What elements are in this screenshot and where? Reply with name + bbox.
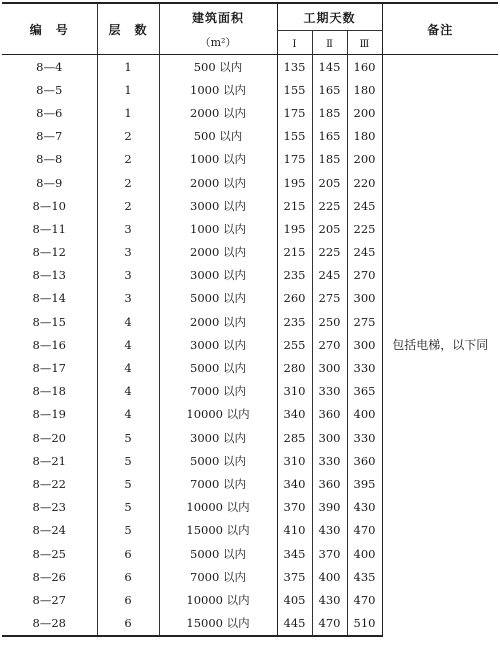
cell-floors: 5	[97, 472, 159, 495]
table-body	[2, 55, 498, 636]
header-area	[159, 3, 277, 31]
cell-floors: 1	[97, 78, 159, 101]
cell-id: 8—24	[2, 519, 97, 542]
cell-days-3: 470	[347, 519, 382, 542]
cell-id: 8—7	[2, 125, 97, 148]
cell-days-3: 225	[347, 217, 382, 240]
cell-days-2: 430	[312, 519, 347, 542]
cell-days-3: 395	[347, 472, 382, 495]
cell-id: 8—20	[2, 426, 97, 449]
cell-days-3: 180	[347, 125, 382, 148]
cell-days-1: 235	[283, 268, 306, 283]
cell-days-3: 275	[347, 310, 382, 333]
cell-days-2: 275	[312, 287, 347, 310]
cell-floors: 5	[97, 496, 159, 519]
cell-floors: 3	[97, 287, 159, 310]
cell-days-1: 310	[283, 384, 306, 399]
cell-days-1: 155	[283, 82, 306, 97]
cell-days-3: 330	[347, 426, 382, 449]
cell-days-1: 195	[283, 221, 306, 236]
cell-days-3: 220	[347, 171, 382, 194]
cell-id: 8—4	[2, 55, 97, 79]
cell-area: 500 以内	[159, 125, 277, 148]
header-area-unit	[159, 31, 277, 55]
cell-days-3: 245	[347, 241, 382, 264]
cell-days-3: 435	[347, 565, 382, 588]
cell-id: 8—5	[2, 78, 97, 101]
cell-days-1: 260	[283, 291, 306, 306]
cell-days-1: 280	[283, 361, 306, 376]
cell-days-1: 175	[283, 152, 306, 167]
cell-floors: 4	[97, 310, 159, 333]
cell-floors: 5	[97, 449, 159, 472]
cell-days-1: 310	[283, 453, 306, 468]
cell-area: 3000 以内	[159, 194, 277, 217]
header-note: 备注	[382, 3, 498, 55]
cell-days-2: 225	[312, 194, 347, 217]
cell-floors: 5	[97, 519, 159, 542]
cell-days-2: 225	[312, 241, 347, 264]
cell-area: 2000 以内	[159, 101, 277, 124]
cell-floors: 2	[97, 125, 159, 148]
cell-days-1: 445	[277, 612, 312, 636]
cell-days-3: 160	[347, 55, 382, 79]
cell-area: 5000 以内	[159, 356, 277, 379]
cell-days-2: 300	[312, 426, 347, 449]
cell-days-3: 400	[347, 403, 382, 426]
cell-days-2: 400	[312, 565, 347, 588]
cell-floors: 6	[97, 612, 159, 636]
header-days-1	[277, 31, 312, 55]
cell-days-2: 470	[312, 612, 347, 636]
cell-days-2: 360	[312, 403, 347, 426]
cell-days-3: 300	[347, 287, 382, 310]
cell-id: 8—22	[2, 472, 97, 495]
cell-floors: 6	[97, 565, 159, 588]
cell-floors: 1	[97, 101, 159, 124]
cell-area: 7000 以内	[159, 472, 277, 495]
cell-days-1: 195	[283, 175, 306, 190]
header-days: 工期天数	[277, 3, 382, 31]
cell-days-1: 375	[283, 569, 306, 584]
cell-floors: 1	[97, 55, 159, 79]
cell-days-1: 405	[283, 592, 306, 607]
cell-floors: 2	[97, 148, 159, 171]
cell-days-2: 185	[312, 148, 347, 171]
cell-area: 10000 以内	[159, 588, 277, 611]
cell-days-1: 155	[283, 129, 306, 144]
cell-days-1: 340	[283, 476, 306, 491]
cell-days-1: 370	[283, 500, 306, 515]
cell-days-3: 200	[347, 148, 382, 171]
cell-id: 8—18	[2, 380, 97, 403]
cell-id: 8—8	[2, 148, 97, 171]
cell-floors: 3	[97, 264, 159, 287]
cell-days-3: 400	[347, 542, 382, 565]
cell-area: 10000 以内	[159, 496, 277, 519]
cell-days-2: 330	[312, 449, 347, 472]
cell-days-3: 430	[347, 496, 382, 519]
cell-days-3: 200	[347, 101, 382, 124]
cell-id: 8—6	[2, 101, 97, 124]
cell-id: 8—15	[2, 310, 97, 333]
cell-days-2: 300	[312, 356, 347, 379]
cell-floors: 5	[97, 426, 159, 449]
area-unit-label: （m²）	[199, 36, 237, 50]
cell-floors: 6	[97, 588, 159, 611]
cell-days-3: 300	[347, 333, 382, 356]
cell-days-1: 235	[283, 314, 306, 329]
cell-days-1: 410	[283, 523, 306, 538]
cell-id: 8—10	[2, 194, 97, 217]
cell-id: 8—13	[2, 264, 97, 287]
cell-area: 7000 以内	[159, 380, 277, 403]
cell-days-2: 360	[312, 472, 347, 495]
cell-days-2: 205	[312, 217, 347, 240]
cell-days-2: 165	[312, 78, 347, 101]
cell-days-3: 510	[347, 612, 382, 636]
cell-note: 包括电梯，以下同	[382, 55, 498, 636]
cell-area: 500 以内	[159, 55, 277, 79]
cell-days-3: 330	[347, 356, 382, 379]
days-3-label: Ⅲ	[359, 38, 370, 50]
cell-id: 8—19	[2, 403, 97, 426]
cell-days-2: 330	[312, 380, 347, 403]
cell-days-2: 250	[312, 310, 347, 333]
table-row	[2, 55, 498, 79]
cell-id: 8—23	[2, 496, 97, 519]
cell-id: 8—26	[2, 565, 97, 588]
cell-floors: 4	[97, 403, 159, 426]
cell-days-3: 270	[347, 264, 382, 287]
cell-days-2: 145	[312, 55, 347, 79]
cell-days-3: 365	[347, 380, 382, 403]
cell-id: 8—28	[2, 612, 97, 636]
cell-floors: 4	[97, 356, 159, 379]
header-days-2	[312, 31, 347, 55]
cell-id: 8—9	[2, 171, 97, 194]
cell-area: 5000 以内	[159, 449, 277, 472]
header-id: 编 号	[2, 3, 97, 55]
cell-id: 8—11	[2, 217, 97, 240]
days-1-label: Ⅰ	[292, 38, 297, 50]
cell-id: 8—17	[2, 356, 97, 379]
cell-area: 5000 以内	[159, 542, 277, 565]
cell-days-1: 255	[283, 337, 306, 352]
cell-area: 1000 以内	[159, 148, 277, 171]
cell-area: 15000 以内	[159, 612, 277, 636]
cell-id: 8—14	[2, 287, 97, 310]
days-2-label: Ⅱ	[326, 38, 333, 50]
cell-id: 8—12	[2, 241, 97, 264]
cell-area: 3000 以内	[159, 426, 277, 449]
cell-days-1: 175	[283, 105, 306, 120]
cell-area: 2000 以内	[159, 171, 277, 194]
cell-days-1: 345	[283, 546, 306, 561]
cell-area: 3000 以内	[159, 333, 277, 356]
cell-days-3: 245	[347, 194, 382, 217]
cell-id: 8—21	[2, 449, 97, 472]
cell-area: 2000 以内	[159, 310, 277, 333]
cell-floors: 4	[97, 333, 159, 356]
header-floors: 层 数	[97, 3, 159, 55]
cell-days-1: 340	[283, 407, 306, 422]
cell-area: 3000 以内	[159, 264, 277, 287]
cell-area: 1000 以内	[159, 217, 277, 240]
cell-days-2: 205	[312, 171, 347, 194]
cell-days-2: 370	[312, 542, 347, 565]
construction-period-table	[2, 2, 498, 637]
cell-area: 10000 以内	[159, 403, 277, 426]
cell-id: 8—16	[2, 333, 97, 356]
cell-days-2: 270	[312, 333, 347, 356]
cell-days-3: 180	[347, 78, 382, 101]
cell-area: 7000 以内	[159, 565, 277, 588]
cell-id: 8—25	[2, 542, 97, 565]
cell-days-1: 285	[283, 430, 306, 445]
cell-days-3: 360	[347, 449, 382, 472]
cell-id: 8—27	[2, 588, 97, 611]
cell-days-1: 215	[283, 245, 306, 260]
cell-floors: 3	[97, 217, 159, 240]
cell-days-2: 165	[312, 125, 347, 148]
cell-days-2: 430	[312, 588, 347, 611]
cell-days-1: 215	[283, 198, 306, 213]
cell-days-2: 245	[312, 264, 347, 287]
cell-floors: 2	[97, 171, 159, 194]
cell-floors: 3	[97, 241, 159, 264]
cell-floors: 2	[97, 194, 159, 217]
cell-days-3: 470	[347, 588, 382, 611]
cell-days-2: 185	[312, 101, 347, 124]
cell-floors: 4	[97, 380, 159, 403]
header-area-label: 建筑面积	[191, 10, 244, 25]
cell-days-2: 390	[312, 496, 347, 519]
cell-area: 5000 以内	[159, 287, 277, 310]
cell-area: 15000 以内	[159, 519, 277, 542]
header-days-3	[347, 31, 382, 55]
cell-area: 1000 以内	[159, 78, 277, 101]
cell-days-1: 135	[283, 59, 306, 74]
cell-floors: 6	[97, 542, 159, 565]
cell-area: 2000 以内	[159, 241, 277, 264]
